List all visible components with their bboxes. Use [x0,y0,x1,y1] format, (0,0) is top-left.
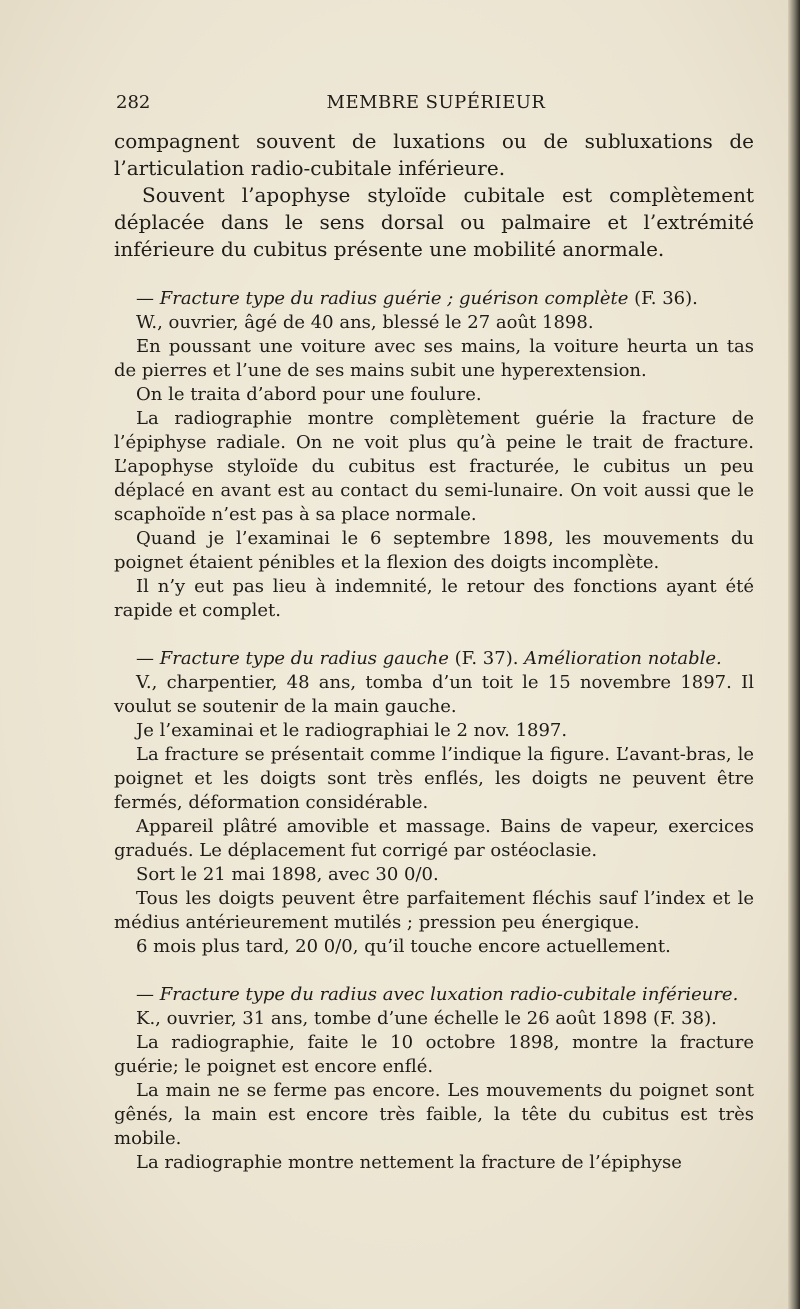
page-number: 282 [116,92,151,113]
case-2-line: Tous les doigts peuvent être parfaitement fléchis sauf l’index et le médius antérieurement mutilés ; pression peu énergique. [114,888,754,933]
case-2-line: La fracture se présentait comme l’indique la figure. L’avant-bras, le poignet et les doigts sont très enflés, les doigts ne peuvent être fermés, déformation considérable. [114,744,754,813]
case-2-line: Je l’examinai et le radiographiai le 2 nov. 1897. [136,720,568,741]
running-title: MEMBRE SUPÉRIEUR [326,92,546,113]
page-header [116,92,756,116]
case-1-title: Fracture type du radius guérie ; guérison complète [159,288,629,309]
case-1-line: En poussant une voiture avec ses mains, la voiture heurta un tas de pierres et l’une de ses mains subit une hyperextension. [114,336,754,381]
case-3-line: La main ne se ferme pas encore. Les mouvements du poignet sont gênés, la main est encore très faible, la tête du cubitus est très mobile. [114,1080,754,1149]
case-1-line: On le traita d’abord pour une foulure. [136,384,482,405]
case-1-line: La radiographie montre complètement guérie la fracture de l’épiphyse radiale. On ne voit plus qu’à peine le trait de fracture. L’apophyse styloïde du cubitus est fracturée, le cubitus un peu déplacé en avant est au contact du semi-lunaire. On voit aussi que le scaphoïde n’est pas à sa place normale. [114,408,754,525]
case-1-figure-ref: (F. 36). [628,288,698,309]
case-1-line: Quand je l’examinai le 6 septembre 1898, les mouvements du poignet étaient pénibles et la flexion des doigts incomplète. [114,528,754,573]
case-3-line: La radiographie montre nettement la fracture de l’épiphyse [136,1152,682,1173]
case-3-heading: — Fracture type du radius avec luxation radio-cubitale inférieure. [136,984,739,1005]
case-1 [114,287,754,623]
case-2 [114,647,754,959]
case-1-line: W., ouvrier, âgé de 40 ans, blessé le 27 août 1898. [136,312,594,333]
case-2-line: Sort le 21 mai 1898, avec 30 0/0. [136,864,439,885]
case-2-line: 6 mois plus tard, 20 0/0, qu’il touche encore actuellement. [136,936,671,957]
case-2-line: Appareil plâtré amovible et massage. Bains de vapeur, exercices gradués. Le déplacement fut corrigé par ostéoclasie. [114,816,754,861]
case-3-line: K., ouvrier, 31 ans, tombe d’une échelle le 26 août 1898 (F. 38). [136,1008,717,1029]
page-body [114,128,754,1175]
case-2-figure-ref: (F. 37). [448,648,525,669]
case-2-outcome: Amélioration notable. [524,648,722,669]
page-edge-shadow [788,0,800,1309]
case-3-line: La radiographie, faite le 10 octobre 1898, montre la fracture guérie; le poignet est encore enflé. [114,1032,754,1077]
intro-paragraph-1: compagnent souvent de luxations ou de subluxations de l’articulation radio-cubitale inférieure. [114,129,754,180]
case-3 [114,983,754,1175]
case-2-title: Fracture type du radius gauche [159,648,449,669]
intro-paragraph-2: Souvent l’apophyse styloïde cubitale est complètement déplacée dans le sens dorsal ou palmaire et l’extrémité inférieure du cubitus présente une mobilité anormale. [114,183,754,261]
case-1-line: Il n’y eut pas lieu à indemnité, le retour des fonctions ayant été rapide et complet. [114,576,754,621]
case-1-heading: — Fracture type du radius guérie ; guérison complète (F. 36). [136,288,698,309]
case-2-heading: — Fracture type du radius gauche (F. 37). Amélioration notable. [136,648,722,669]
case-2-line: V., charpentier, 48 ans, tomba d’un toit le 15 novembre 1897. Il voulut se soutenir de la main gauche. [114,672,754,717]
case-3-title: Fracture type du radius avec luxation radio-cubitale inférieure. [159,984,739,1005]
